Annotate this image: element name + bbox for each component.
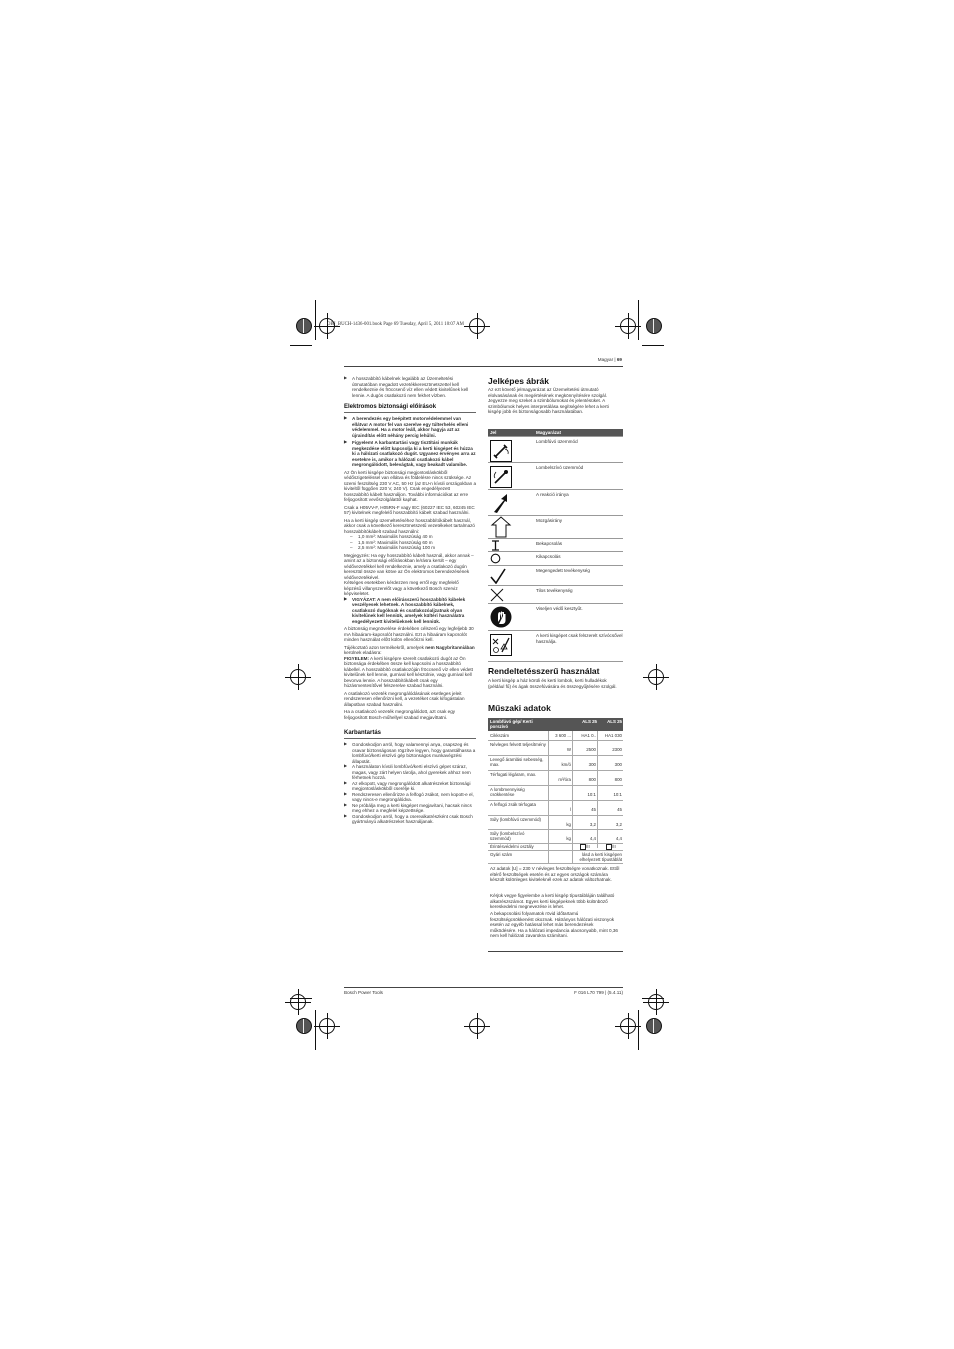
symbol-row bbox=[488, 436, 623, 463]
registration-ball-icon bbox=[646, 318, 662, 334]
paragraph-check-cable: A csatlakozó vezeték megrongálódásának esetleges jeleit rendszeresen ellenőrizni kell, a vezetéket csak kifogástalan állapotban szabad használni. bbox=[344, 690, 465, 707]
tech-unit: km/ó bbox=[561, 762, 571, 767]
symbol-row bbox=[488, 462, 623, 490]
symbol-meaning: Lombfúvó üzemmód bbox=[536, 439, 578, 444]
table-row bbox=[488, 786, 623, 800]
tech-value-1: 45 bbox=[591, 807, 596, 812]
symbol-meaning: Mozgásirány bbox=[536, 518, 563, 523]
table-row bbox=[488, 816, 623, 829]
symbol-row bbox=[488, 630, 623, 662]
tech-label: A lombmennyiség csökkentése bbox=[490, 787, 525, 797]
check-mark-icon bbox=[490, 568, 506, 584]
maintenance-item: ▶ A használaton kívüli lombfúvó/kerti elszívó gépet száraz, magas, vagy zárt helyen tárolja, ahol gyerekek ahhoz nem férhetnek hozzá. bbox=[344, 764, 476, 781]
maintenance-item: ▶ Ne próbálja meg a kerti kisgépet megjavítani, hacsak nincs meg ehhez a megfelel képzettsége. bbox=[344, 803, 476, 814]
tech-label: Gyári szám bbox=[490, 852, 513, 857]
maintenance-item: ▶ Rendszeresen ellenőrizze a felfogó zsákot, nem kopott-e el, vagy nincs-e megrongálódva. bbox=[344, 792, 476, 803]
warning-extension-cable: ▶ VIGYÁZAT: A nem előírásszerű hosszabbító kábelek veszélyesek lehetnek. A hosszabbító kábelnek, csatlakozó dugóknak és csatlakozóaljzatnak olyan kivitelűnek kell lenniük, amelyek kültéri használatra engedélyezett kivitelűeknek kell lenniük. bbox=[344, 597, 476, 625]
symbol-meaning: Bekapcsolás bbox=[536, 541, 563, 546]
tech-note-part-number: Kérjük vegye figyelembe a kerti kisgép típustábláján található alkatrészszámot. Egyes kerti kisgépeknek több különböző kereskedelmi megnevezése is lehet. bbox=[490, 893, 615, 909]
cross-mark-icon bbox=[490, 588, 504, 602]
electrical-safety-heading: Elektromos biztonsági előírások bbox=[344, 404, 437, 410]
symbols-table-header bbox=[488, 429, 623, 436]
registration-target-icon bbox=[287, 666, 309, 688]
tech-value-1: 2500 bbox=[586, 747, 596, 752]
crop-mark bbox=[642, 345, 664, 346]
tech-value-1: 300 bbox=[588, 762, 596, 767]
text-run-bold: FIGYELEM: bbox=[344, 655, 370, 661]
table-row bbox=[488, 731, 623, 740]
left-column bbox=[344, 376, 476, 825]
tech-value-2: 800 bbox=[614, 777, 622, 782]
tech-col-product: Lombfúvó gép/ Kerti porszívó bbox=[490, 719, 533, 729]
serial-number-note: lásd a kerti kisgépen elhelyezett típustáblát bbox=[579, 852, 622, 862]
symbol-meaning: Megengedett tevékenység bbox=[536, 568, 590, 573]
registration-ball-icon bbox=[296, 318, 312, 334]
tech-value-1: 800 bbox=[588, 777, 596, 782]
ear-protection-icon bbox=[490, 606, 512, 628]
tech-label: Térfogati légáram, max. bbox=[490, 772, 537, 777]
tech-table-header bbox=[488, 718, 623, 731]
intro-bullet: ▶ A hosszabbító kábelnek legalább az Üzemeltetési útmutatóban megadott vezetékkeresztmetszettel kell rendelkeznie és fröccsenő víz ellen védett kivitelűnek kell lennie. A dugós csatlakozó nem fekhet vízben. bbox=[344, 376, 476, 398]
movement-direction-arrow-icon bbox=[490, 516, 512, 538]
vacuum-mode-icon bbox=[490, 466, 512, 488]
tech-value-2: 2300 bbox=[612, 747, 622, 752]
protection-class-value: /II bbox=[612, 844, 616, 850]
registration-target-icon bbox=[645, 991, 667, 1013]
registration-target-icon bbox=[617, 315, 639, 337]
tech-label: A felfogó zsák térfogata bbox=[490, 802, 536, 807]
tech-value-1: 4,4 bbox=[589, 836, 596, 841]
blower-mode-icon bbox=[490, 440, 512, 462]
symbol-row bbox=[488, 551, 623, 566]
tech-unit: m³/óra bbox=[558, 777, 571, 782]
tech-note-impedance: A bekapcsolási folyamatok rövid időtartamú feszültségcsökkenést okoznak. Hátrányos hálózati viszonyok esetén az egyéb hatással lehet más berendezések működésére. Ha a hálózati impedancia alacsonyabb, mint 0,36 nem kell hálózati zavarokra számítani. bbox=[490, 911, 618, 938]
tech-unit: l bbox=[570, 807, 571, 812]
tech-unit: kg bbox=[566, 822, 571, 827]
notes-bottom-rule bbox=[488, 951, 623, 952]
symbol-row bbox=[488, 515, 623, 539]
crop-mark bbox=[290, 345, 312, 346]
table-row bbox=[488, 830, 623, 843]
symbol-meaning: A kerti kisgépet csak felszerelt szívócsővel használja. bbox=[536, 633, 623, 644]
tech-unit: 3 600 ... bbox=[555, 733, 571, 738]
intended-use-heading: Rendeltetésszerű használat bbox=[488, 666, 600, 676]
cable-spec-item: – 1,0 mm²: Maximális hosszúság 40 m bbox=[344, 534, 476, 540]
symbol-meaning: Lombelszívó üzemmód bbox=[536, 465, 584, 470]
running-head-language: Magyar bbox=[597, 357, 614, 362]
table-bottom-rule bbox=[488, 863, 623, 864]
text-run-bold: nem Nagybritanniában bbox=[425, 644, 475, 650]
tech-value-2: 3,2 bbox=[615, 822, 622, 827]
text-run: Tájékoztató azon termékekről, amelyek bbox=[344, 644, 426, 650]
symbol-meaning: Tilos tevékenység bbox=[536, 588, 573, 593]
paragraph-note: Megjegyzés: Ha egy hosszabbító kábelt használ, akkor annak – amint az a biztonsági előírásokban le/rásra került – egy védővezetékkel kell rendelkeznie, amely a csatlakozó dugón keresztül össze van kötve az Ön elektromos berendezésének védővezetékével. bbox=[344, 552, 474, 580]
symbol-meaning: Viseljen védő kesztyűt. bbox=[536, 606, 583, 611]
symbols-heading: Jelképes ábrák bbox=[488, 376, 549, 386]
text-run: A kerti kisgépre szerelt csatlakozó dugót az Ön biztonsága érdekében össze kell kapcsolni a hosszabbító kábellel. A hosszabbító csatlakozóján fröccsenő víz ellen védett kivitelűnek kell lennie, gumival kell készülnie, vagy gumival kell bevonva lennie. A hosszabbítókábelt csak egy húzásmentesítővel felszerelve szabad használni. bbox=[344, 655, 473, 688]
tech-value-2: 10:1 bbox=[613, 792, 622, 797]
text-run: kerülnek eladásra: bbox=[344, 650, 382, 655]
maintenance-item: ▶ Gondoskodjon arról, hogy a cserealkatrészként csak Bosch gyártmányú alkatrészeket használjanak. bbox=[344, 814, 476, 825]
footer-rule bbox=[344, 987, 623, 988]
tech-unit: kg bbox=[566, 836, 571, 841]
registration-target-icon bbox=[645, 666, 667, 688]
maintenance-heading: Karbantartás bbox=[344, 730, 382, 736]
symbol-row bbox=[488, 565, 623, 586]
intended-use-text: A kerti kisgép a ház körüli és kerti lombok, kerti hulladékok (például fű) és ágak összefúvására és összegyűjtésére szolgál. bbox=[488, 678, 617, 689]
maintenance-item: ▶ Az elkopott, vagy megrongálódott alkatrészeket biztonsági megjontosláskökből cserélje ki. bbox=[344, 781, 476, 792]
reaction-force-arrow-icon bbox=[490, 492, 512, 514]
tech-value-2: 45 bbox=[617, 807, 622, 812]
print-header-line: OBJ_BUCH-1436-001.book Page 69 Tuesday, April 5, 2011 10:07 AM bbox=[327, 322, 464, 327]
paragraph-extension-cable: Ha a kerti kisgép üzemeltetéséhez hosszabbítókábelt használ, akkor csak a következő keresztmetszetű vezetékeket tartalmazó hosszabbítókábelt szabad használni: bbox=[344, 517, 475, 534]
symbol-meaning: A reakció iránya bbox=[536, 492, 569, 497]
paragraph-cable-types: Csak a H05VV-F, H05RN-F vagy IEC (60227 IEC 53, 60245 IEC 57) kivitelnek megfelelő hosszabbító kábelt szabad használni. bbox=[344, 504, 475, 515]
tech-value-1: 3,2 bbox=[589, 822, 596, 827]
tech-col-model-1: ALS 25 bbox=[582, 719, 597, 724]
warning-motor-protection: ▶ A berendezés egy beépített motorvédelemmel van ellátva! A motor fel van szerelve egy túlterhelés elleni védelemmel. Ha a motor leáll, akkor hagyja azt az újraindítás előtt néhány percig lehűlni. bbox=[344, 416, 476, 438]
paragraph-rcd: A biztonság megnövelése érdekében célszerű egy legfeljebb 30 mA hibaáram-kapcsolót használni. Ezt a hibaáram kapcsolót minden használat előtt külön ellenőrizni kell. bbox=[344, 626, 474, 642]
registration-target-icon bbox=[287, 991, 309, 1013]
tech-value-1: HA1 0.. bbox=[581, 733, 596, 738]
paragraph-repair-cable: Ha a csatlakozó vezeték megrongálódott, azt csak egy feljogosított Bosch-műhellyel szabad megjavíttatni. bbox=[344, 709, 456, 720]
tech-label: Levegő áramlási sebesség, max. bbox=[490, 757, 544, 767]
running-head: Magyar | 69 bbox=[597, 357, 622, 362]
paragraph-uk-info bbox=[344, 645, 476, 689]
tech-unit: W bbox=[566, 747, 571, 752]
table-row bbox=[488, 741, 623, 755]
registration-ball-icon bbox=[296, 1018, 312, 1034]
maintenance-item: ▶ Gondoskodjon arról, hogy valamennyi anya, csapszeg és csavar biztonságosan rögzítve legyen, hogy garantálhassa a lombfúvó/kerti elszívó gép biztonságos munkavégzési állapotát. bbox=[344, 742, 476, 764]
power-on-icon bbox=[490, 540, 501, 551]
registration-ball-icon bbox=[646, 1018, 662, 1034]
tech-value-1: 10:1 bbox=[587, 792, 596, 797]
symbol-row bbox=[488, 538, 623, 552]
tech-value-2: HA1 030 bbox=[604, 733, 622, 738]
symbol-row bbox=[488, 603, 623, 631]
tech-value-2: 300 bbox=[614, 762, 622, 767]
symbols-col-meaning: Magyarázat bbox=[536, 430, 562, 435]
tech-table bbox=[488, 731, 623, 863]
tech-col-model-2: ALS 25 bbox=[607, 719, 622, 724]
header-rule bbox=[344, 366, 623, 367]
tech-note-voltage: Az adatok [U] = 230 V névleges feszültségre vonatkoznak. Ettől eltérő feszültségek esetén és az egyes országok számára készült különleges kiviteleknél ezek az adatok változhatnak. bbox=[490, 866, 620, 882]
table-row bbox=[488, 801, 623, 815]
tech-label: Cikkszám bbox=[490, 733, 510, 738]
symbol-meaning: Kikapcsolás bbox=[536, 554, 561, 559]
table-row bbox=[488, 851, 623, 863]
power-off-icon bbox=[490, 553, 501, 564]
paragraph-insulation: Az Ön kerti kisgépe biztonsági megjontosláskökből védőszigeteléssel van ellátva és földelésre nincs szüksége. Az üzemi feszültség 230 V AC, 50 Hz (az EU-n kívüli országokban a kiviteltől függően 220 V, 240 V). Csak engedélyezett hosszabbító kábelt használjon. További információkat az erre feljogosított vevőszolgálattól kaphat. bbox=[344, 469, 477, 502]
cable-spec-item: – 2,5 mm²: Maximális hosszúság 100 m bbox=[344, 545, 476, 551]
protection-class-value: /II bbox=[586, 844, 590, 850]
tech-label: Súly (lombfúvó üzemmód) bbox=[490, 817, 541, 822]
symbols-col-symbol: Jel bbox=[490, 430, 497, 435]
warning-unplug: ▶ Figyelem! A karbantartási vagy tisztítási munkák megkezdése előtt kapcsolja ki a kerti kisgépet és húzza ki a hálózati csatlakozó dugót. Ugyanez érvényes arra az esetekre is, amikor a hálózati csatlakozó kábel megrongálódott, belevágtak, vagy beakadt valamibe. bbox=[344, 440, 476, 468]
symbol-row bbox=[488, 489, 623, 516]
registration-target-icon bbox=[617, 1015, 639, 1037]
cable-spec-item: – 1,5 mm²: Maximális hosszúság 60 m bbox=[344, 540, 476, 546]
tech-label: Érintésvédelmi osztály bbox=[490, 844, 534, 849]
only-blower-attachment-icon bbox=[490, 634, 512, 656]
symbols-intro: Az ezt követő jelmagyarázat az Üzemeltetési útmutató elolvasásának és megértésének megkönnyítésére szolgál. Jegyezze meg szeket a szimbólumokat és jelentésüket. A szimbólumok helyes interpretálása segítségére lehet a kerti kisgép jobb és biztonságosabb használatában. bbox=[488, 387, 609, 414]
registration-target-icon bbox=[316, 1015, 338, 1037]
registration-target-icon bbox=[466, 1015, 488, 1037]
technical-data-heading: Műszaki adatok bbox=[488, 703, 551, 713]
table-row bbox=[488, 756, 623, 770]
table-row bbox=[488, 771, 623, 785]
symbol-row bbox=[488, 585, 623, 604]
tech-label: Névleges felvett teljesítmény bbox=[490, 742, 546, 747]
tech-label: Súly (lombelszívó üzemmód) bbox=[490, 831, 525, 841]
paragraph-doubt: Kétséges esetekben kérdezzen meg erről egy megfelelő képzésű villanyszerelőt vagy a következő Bosch szerviz képviseletet. bbox=[344, 580, 459, 596]
page-number: 69 bbox=[616, 357, 622, 362]
footer-doc-number: F 016 L70 799 | (5.4.11) bbox=[574, 990, 623, 995]
tech-value-2: 4,4 bbox=[615, 836, 622, 841]
footer-brand: Bosch Power Tools bbox=[344, 990, 383, 995]
registration-target-icon bbox=[466, 315, 488, 337]
